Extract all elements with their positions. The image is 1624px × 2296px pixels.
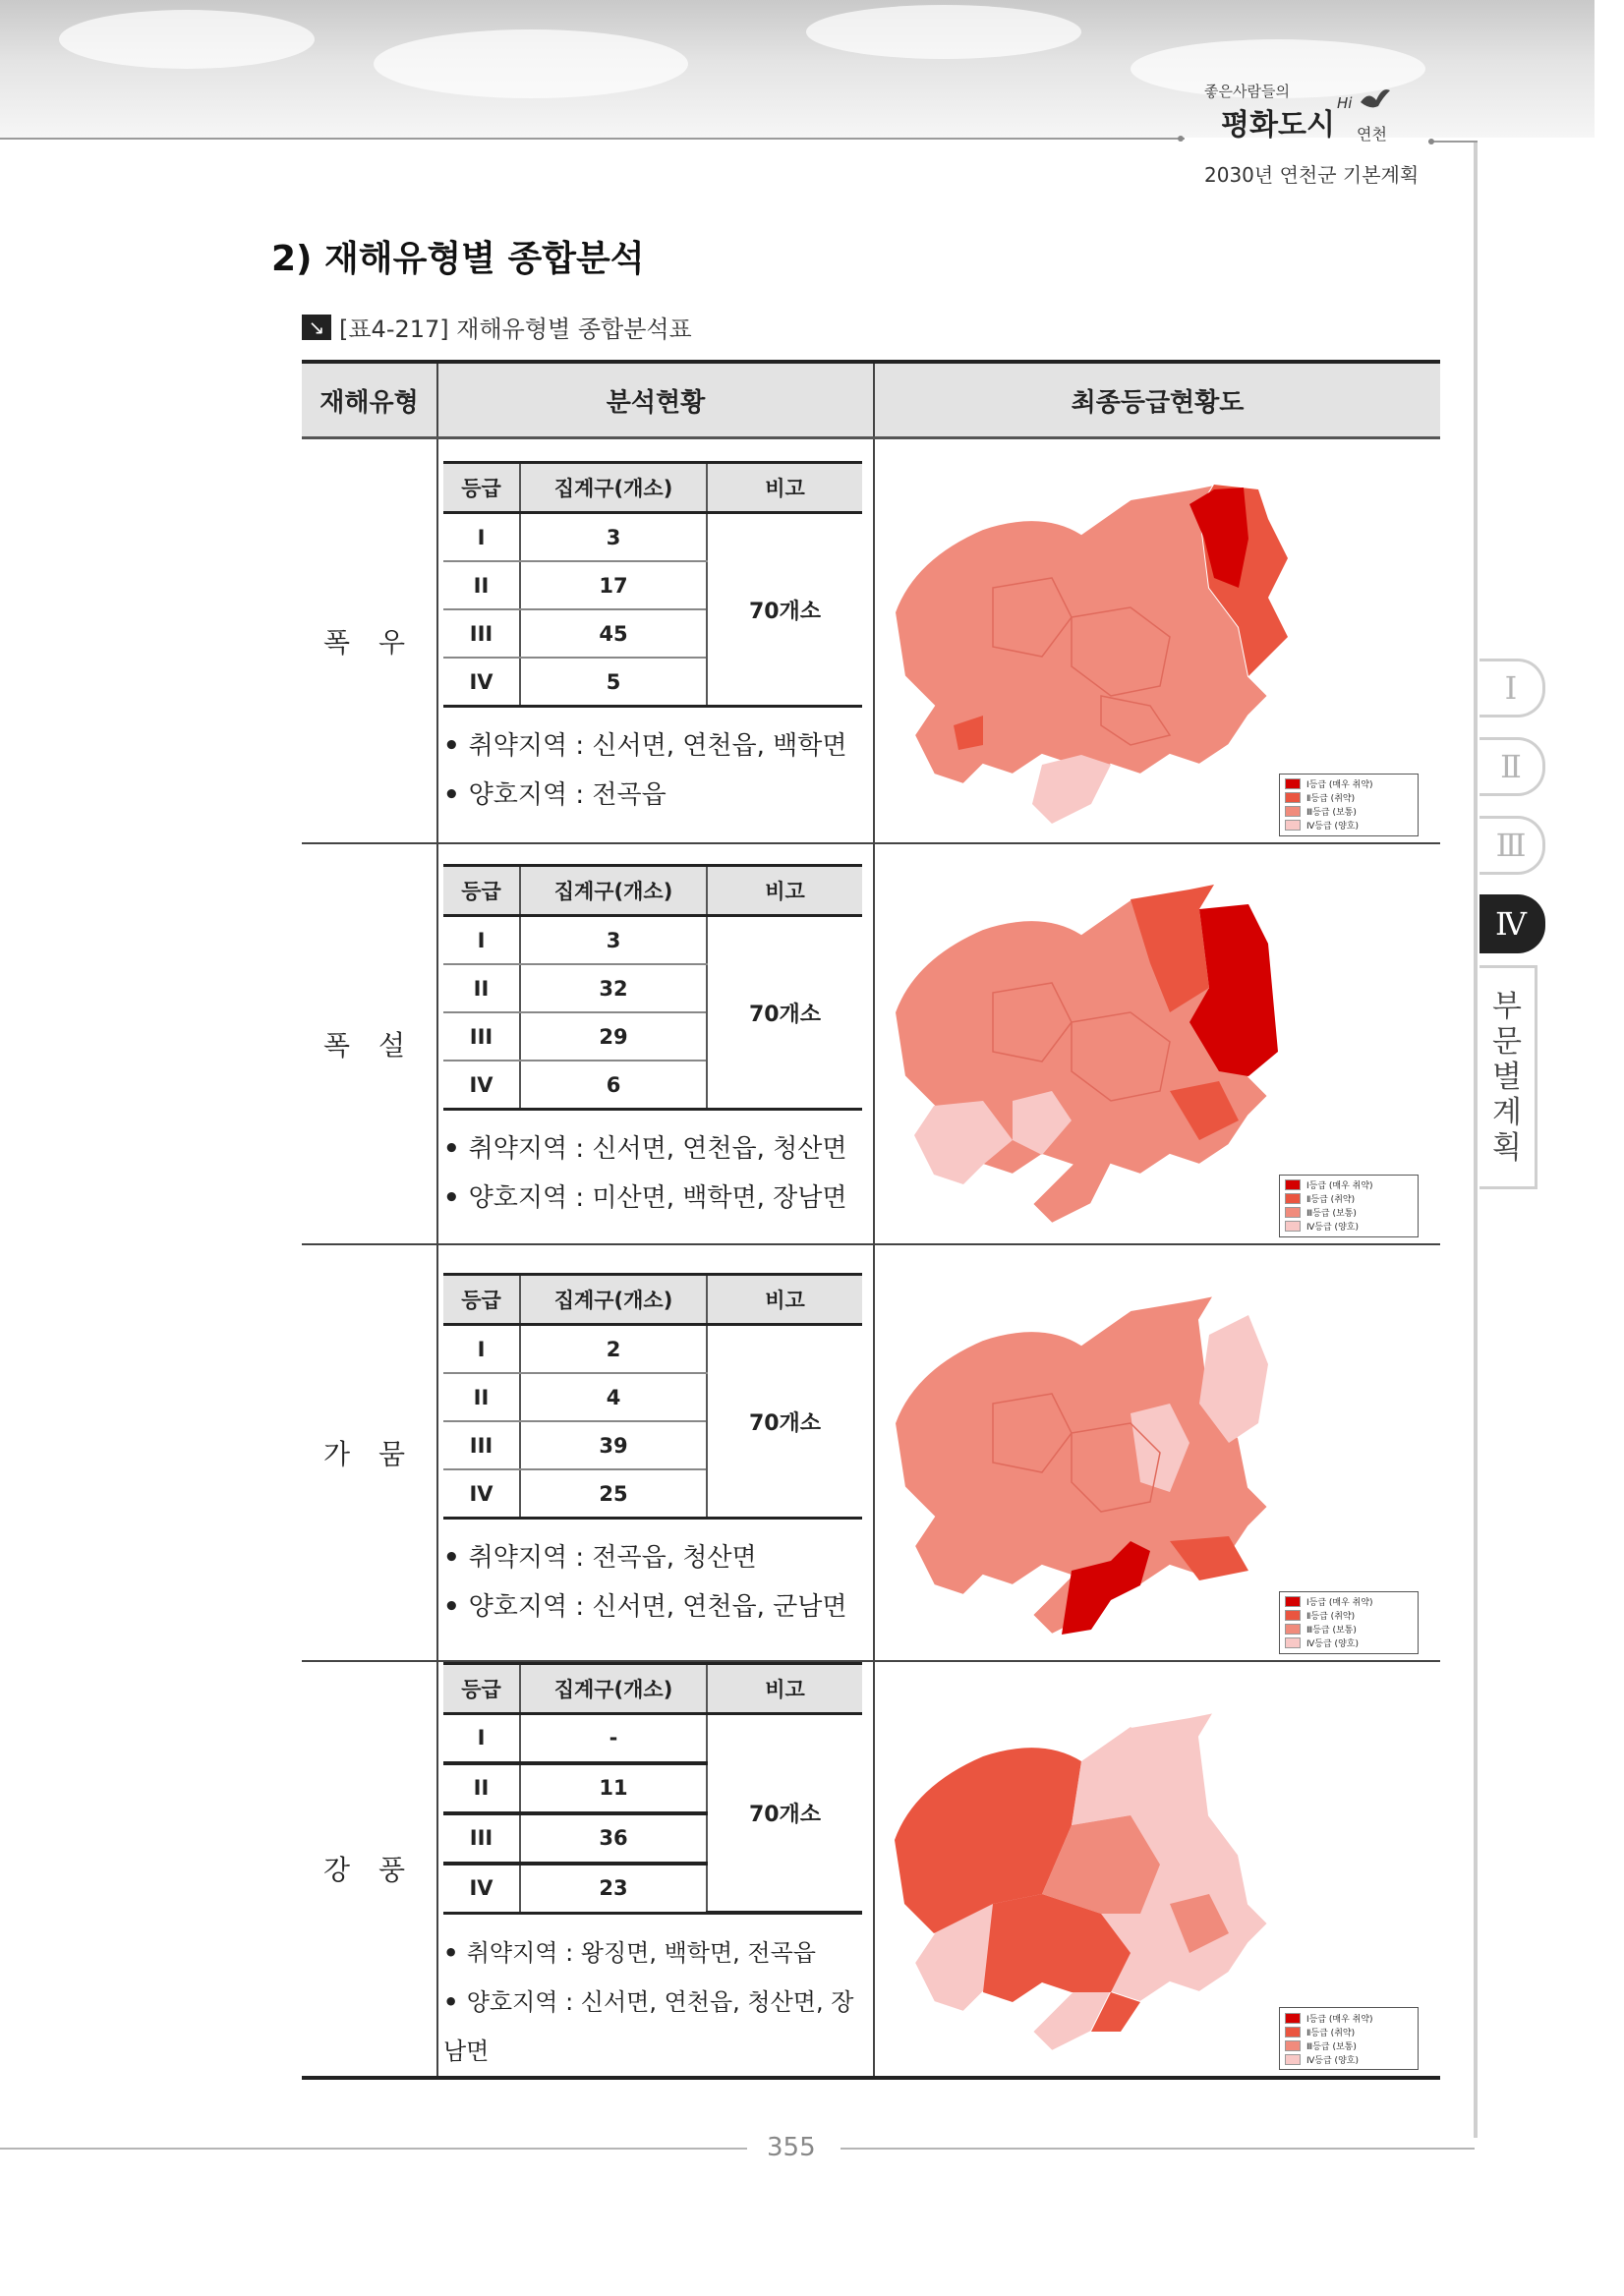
document-subtitle: 2030년 연천군 기본계획 [1204, 163, 1420, 187]
weak-areas: • 취약지역 : 왕징면, 백학면, 전곡읍 [443, 1928, 873, 1978]
map-legend: Ⅰ등급 (매우 취약) Ⅱ등급 (취약) Ⅲ등급 (보통) Ⅳ등급 (양호) [1279, 2007, 1419, 2070]
grade-count: 3 [520, 513, 707, 562]
grade-count: 17 [520, 561, 707, 609]
note-header: 비고 [707, 1275, 862, 1325]
grade-label: IV [443, 1061, 520, 1110]
page-number: 355 [767, 2133, 816, 2162]
grade-table [443, 1273, 862, 1520]
grade-label: II [443, 561, 520, 609]
grade-map-cell [874, 1661, 1440, 2079]
footer-rule [0, 2148, 747, 2150]
map-legend: Ⅰ등급 (매우 취약) Ⅱ등급 (취약) Ⅲ등급 (보통) Ⅳ등급 (양호) [1279, 1175, 1419, 1237]
grade-label: II [443, 1373, 520, 1421]
grade-count: 29 [520, 1012, 707, 1061]
grade-count: 3 [520, 916, 707, 965]
grade-note: 70개소 [707, 1325, 862, 1519]
grade-header: 등급 [443, 1275, 520, 1325]
grade-table [443, 864, 862, 1111]
tab-chapter-2[interactable]: Ⅱ [1479, 737, 1545, 796]
grade-label: III [443, 609, 520, 658]
chapter-side-label: 부 문 별 계 획 [1479, 965, 1537, 1189]
good-areas: • 양호지역 : 신서면, 연천읍, 청산면, 장남면 [443, 1978, 873, 2076]
table-row [302, 1244, 1440, 1661]
map-legend: Ⅰ등급 (매우 취약) Ⅱ등급 (취약) Ⅲ등급 (보통) Ⅳ등급 (양호) [1279, 1591, 1419, 1654]
tab-chapter-3[interactable]: Ⅲ [1479, 816, 1545, 875]
count-header: 집계구(개소) [520, 1275, 707, 1325]
header-rule-dot [1428, 139, 1434, 144]
grade-label: I [443, 1325, 520, 1374]
grade-label: I [443, 916, 520, 965]
table-caption: ↘ [표4-217] 재해유형별 종합분석표 [302, 310, 692, 344]
grade-count: - [520, 1713, 707, 1763]
grade-label: III [443, 1012, 520, 1061]
arrow-icon: ↘ [302, 315, 331, 340]
bird-icon [1359, 85, 1392, 110]
count-header: 집계구(개소) [520, 463, 707, 513]
city-logo: 좋은사람들의 평화도시 Hi 연천 [1199, 81, 1406, 149]
analysis-cell [437, 438, 874, 843]
grade-map-cell [874, 438, 1440, 843]
header-analysis: 분석현황 [437, 362, 874, 438]
grade-count: 2 [520, 1325, 707, 1374]
grade-label: I [443, 1713, 520, 1763]
grade-count: 23 [520, 1864, 707, 1914]
grade-header: 등급 [443, 463, 520, 513]
good-areas: • 양호지역 : 전곡읍 [443, 771, 873, 820]
header-grade-map: 최종등급현황도 [874, 362, 1440, 438]
header-rule [0, 138, 1185, 140]
grade-map-cell [874, 843, 1440, 1244]
grade-label: III [443, 1813, 520, 1864]
footer-rule [841, 2148, 1475, 2150]
good-areas: • 양호지역 : 미산면, 백학면, 장남면 [443, 1174, 873, 1223]
grade-note: 70개소 [707, 1713, 862, 1913]
grade-note: 70개소 [707, 513, 862, 707]
grade-count: 25 [520, 1469, 707, 1519]
hazard-type: 폭 우 [302, 438, 437, 843]
grade-label: II [443, 1763, 520, 1813]
hazard-type: 가 뭄 [302, 1244, 437, 1661]
header-rule-dot [1178, 136, 1184, 142]
hazard-analysis-table [302, 360, 1440, 2080]
grade-count: 32 [520, 964, 707, 1012]
weak-areas: • 취약지역 : 신서면, 연천읍, 청산면 [443, 1124, 873, 1174]
tab-chapter-1[interactable]: Ⅰ [1479, 659, 1545, 718]
good-areas: • 양호지역 : 신서면, 연천읍, 군남면 [443, 1582, 873, 1632]
analysis-cell [437, 1661, 874, 2079]
section-title: 2) 재해유형별 종합분석 [271, 239, 645, 279]
grade-header: 등급 [443, 1663, 520, 1713]
hazard-type: 폭 설 [302, 843, 437, 1244]
analysis-cell [437, 1244, 874, 1661]
note-header: 비고 [707, 866, 862, 916]
grade-label: IV [443, 1864, 520, 1914]
grade-label: IV [443, 1469, 520, 1519]
table-row [302, 1661, 1440, 2079]
weak-areas: • 취약지역 : 신서면, 연천읍, 백학면 [443, 721, 873, 771]
table-row [302, 843, 1440, 1244]
grade-count: 5 [520, 658, 707, 707]
grade-count: 39 [520, 1421, 707, 1469]
grade-label: III [443, 1421, 520, 1469]
grade-count: 11 [520, 1763, 707, 1813]
grade-header: 등급 [443, 866, 520, 916]
note-header: 비고 [707, 463, 862, 513]
table-row [302, 438, 1440, 843]
grade-count: 4 [520, 1373, 707, 1421]
weak-areas: • 취약지역 : 전곡읍, 청산면 [443, 1533, 873, 1582]
map-legend: Ⅰ등급 (매우 취약) Ⅱ등급 (취약) Ⅲ등급 (보통) Ⅳ등급 (양호) [1279, 774, 1419, 836]
grade-label: I [443, 513, 520, 562]
page-edge-rule [1474, 143, 1478, 2138]
grade-map-cell [874, 1244, 1440, 1661]
grade-table [443, 461, 862, 708]
grade-count: 36 [520, 1813, 707, 1864]
grade-label: IV [443, 658, 520, 707]
count-header: 집계구(개소) [520, 866, 707, 916]
grade-label: II [443, 964, 520, 1012]
analysis-cell [437, 843, 874, 1244]
grade-count: 45 [520, 609, 707, 658]
tab-chapter-4[interactable]: Ⅳ [1479, 894, 1545, 953]
count-header: 집계구(개소) [520, 1663, 707, 1713]
grade-note: 70개소 [707, 916, 862, 1110]
hazard-type: 강 풍 [302, 1661, 437, 2079]
note-header: 비고 [707, 1663, 862, 1713]
grade-count: 6 [520, 1061, 707, 1110]
header-hazard-type: 재해유형 [302, 362, 437, 438]
grade-table [443, 1662, 862, 1916]
header-rule-right [1428, 141, 1478, 143]
